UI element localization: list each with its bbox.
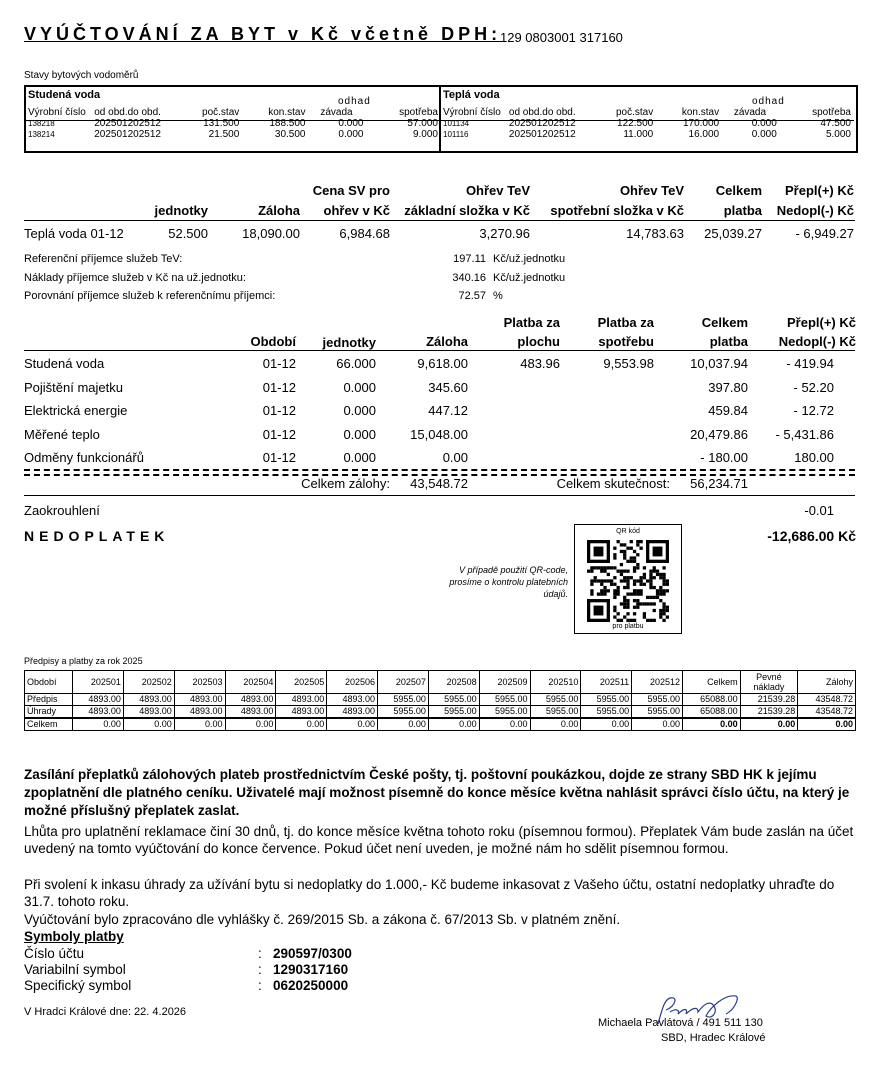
hot-col-header: kon.stav: [681, 107, 720, 118]
predpisy-cell: 4893.00: [276, 694, 327, 706]
predpisy-cell: 5955.00: [581, 694, 632, 706]
qr-note-line-3: údajů.: [543, 589, 568, 599]
cold-cell: 188.500: [269, 118, 306, 129]
predpisy-header-cell: 202506: [327, 671, 378, 694]
predpisy-cell: 0.00: [632, 718, 683, 731]
service-plocha: 483.96: [520, 356, 560, 371]
svc-h-spotreba2: spotřebu: [598, 334, 654, 349]
hot-col-header: poč.stav: [615, 107, 654, 118]
service-obdobi: 01-12: [262, 450, 296, 465]
document-number: 129 0803001 317160: [500, 30, 623, 45]
tev-h-cena2: ohřev v Kč: [323, 203, 390, 218]
hot-col-header: závada: [733, 107, 767, 118]
predpisy-cell: 0.00: [276, 718, 327, 731]
predpisy-cell: 21539.28: [740, 694, 798, 706]
service-spotreba: 9,553.98: [603, 356, 654, 371]
symbol-label-3: Specifický symbol: [24, 978, 132, 993]
svc-h-obdobi: Období: [250, 334, 296, 349]
notes-p3: Vyúčtování bylo zpracováno dle vyhlášky č. 269/2015 Sb. a zákona č. 67/2013 Sb. v platném znění.: [24, 912, 621, 927]
tev-h-jednotky: jednotky: [154, 203, 208, 218]
service-zaloha: 345.60: [428, 379, 468, 395]
service-prepl: 180.00: [794, 450, 834, 465]
total-zalohy-label: Celkem zálohy:: [301, 476, 390, 491]
predpisy-cell: 5955.00: [428, 706, 479, 719]
svc-rule: [24, 350, 855, 351]
hot-water-title: Teplá voda: [443, 89, 500, 101]
predpisy-cell: 0.00: [73, 718, 124, 731]
ref-unit-3: %: [493, 290, 503, 302]
svc-total-rule: [24, 469, 855, 476]
hot-cell: 11.000: [623, 129, 654, 140]
hot-cell: 101116: [443, 130, 469, 139]
qr-code-box: [574, 524, 682, 634]
tev-row-zaloha: 18,090.00: [242, 226, 300, 241]
hot-cell: 0.000: [751, 129, 777, 140]
cold-cell: 30.500: [274, 129, 306, 140]
predpisy-cell: 0.00: [428, 718, 479, 731]
service-name: Pojištění majetku: [24, 379, 123, 395]
tev-h-prepl1: Přepl(+) Kč: [785, 183, 854, 198]
ref-unit-2: Kč/už.jednotku: [493, 272, 566, 284]
predpisy-cell: 0.00: [530, 718, 581, 731]
symbol-colon-3: :: [258, 978, 262, 993]
predpisy-cell: 5955.00: [428, 694, 479, 706]
predpisy-cell: Úhrady: [25, 706, 73, 719]
service-obdobi: 01-12: [262, 426, 296, 442]
service-prepl: - 12.72: [793, 403, 834, 418]
footer-date: V Hradci Králové dne: 22. 4.2026: [24, 1006, 187, 1018]
cold-odhad: odhad: [338, 96, 371, 107]
predpisy-header-cell: Zálohy: [798, 671, 856, 694]
zaokrouhleni-label: Zaokrouhlení: [24, 503, 100, 518]
predpisy-cell: 0.00: [378, 718, 429, 731]
tev-h-celkem2: platba: [723, 203, 762, 218]
tev-h-ohrev2b: spotřební složka v Kč: [550, 203, 684, 218]
predpisy-cell: 0.00: [327, 718, 378, 731]
service-jednotky: 0.000: [343, 450, 376, 465]
ref-value-3: 72.57: [458, 290, 486, 302]
predpisy-table: [24, 670, 856, 731]
notes-p1: Lhůta pro uplatnění reklamace činí 30 dnů, tj. do konce měsíce května tohoto roku (písemnou formou). Přeplatek Vám bude zaslán na účet uvedený na tomto vyúčtování do konce července. Pokud účet není uveden, je možné nám ho sdělit písemnou formou.: [24, 824, 854, 856]
predpisy-cell: 4893.00: [123, 694, 174, 706]
predpisy-header-cell: 202502: [123, 671, 174, 694]
pevne-line-1: Pevné: [756, 672, 782, 682]
footer-signer: Michaela Pavlátová / 491 511 130: [598, 1017, 763, 1029]
predpisy-cell: 4893.00: [327, 706, 378, 719]
predpisy-header-cell: Období: [25, 671, 73, 694]
cold-cell: 138214: [28, 130, 55, 139]
service-zaloha: 9,618.00: [417, 356, 468, 371]
footer-org: SBD, Hradec Králové: [661, 1032, 766, 1044]
service-name: Studená voda: [24, 356, 105, 371]
service-platba: 20,479.86: [690, 426, 748, 442]
predpisy-cell: 0.00: [174, 718, 225, 731]
service-prepl: - 52.20: [793, 379, 834, 395]
meters-caption: Stavy bytových vodoměrů: [24, 70, 139, 81]
hot-col-header: spotřeba: [812, 107, 851, 118]
service-zaloha: 15,048.00: [410, 426, 468, 442]
tev-row-jednotky: 52.500: [168, 226, 208, 241]
ref-label-2: Náklady příjemce služeb v Kč na už.jednotku:: [24, 272, 246, 284]
predpisy-cell: 65088.00: [683, 706, 741, 719]
tev-h-ohrev2a: Ohřev TeV: [619, 183, 684, 198]
predpisy-header-cell: 202510: [530, 671, 581, 694]
cold-water-title: Studená voda: [28, 89, 101, 101]
service-zaloha: 0.00: [442, 450, 468, 465]
hot-odhad: odhad: [752, 96, 785, 107]
predpisy-header-cell: 202501: [73, 671, 124, 694]
cold-col-header: spotřeba: [399, 107, 438, 118]
tev-h-celkem1: Celkem: [715, 183, 762, 198]
hot-col-header: Výrobní číslo: [443, 107, 501, 118]
qr-code-icon: [587, 540, 669, 622]
ref-value-2: 340.16: [452, 272, 486, 284]
hot-cell: 5.000: [825, 129, 851, 140]
tev-row-cena: 6,984.68: [339, 226, 390, 241]
predpisy-caption: Předpisy a platby za rok 2025: [24, 656, 143, 666]
hot-cell: 101134: [443, 119, 470, 128]
predpisy-cell: 4893.00: [174, 694, 225, 706]
symbol-colon-2: :: [258, 962, 262, 977]
cold-cell: 57.000: [407, 118, 438, 129]
cold-row: [26, 118, 440, 129]
qr-note-line-2: prosíme o kontrolu platebních: [449, 577, 568, 587]
predpisy-cell: 5955.00: [530, 706, 581, 719]
service-obdobi: 01-12: [262, 379, 296, 395]
service-platba: - 180.00: [700, 450, 748, 465]
notes-p2: Při svolení k inkasu úhrady za užívání bytu si nedoplatky do 1.000,- Kč budeme inkasovat z Vašeho účtu, ostatní nedoplatky uhraďte do 31.7. tohoto roku.: [24, 877, 835, 909]
symbol-value-3: 0620250000: [273, 978, 349, 993]
service-jednotky: 0.000: [343, 403, 376, 418]
cold-col-header: poč.stav: [202, 107, 240, 118]
predpisy-cell: 4893.00: [123, 706, 174, 719]
hot-row: [441, 118, 853, 129]
summary-rule: [24, 495, 855, 496]
predpisy-cell: 5955.00: [632, 706, 683, 719]
predpisy-header-cell: 202512: [632, 671, 683, 694]
symbol-label-2: Variabilní symbol: [24, 962, 126, 977]
ref-value-1: 197.11: [453, 253, 486, 265]
cold-header-row: [26, 107, 440, 118]
predpisy-cell: 5955.00: [530, 694, 581, 706]
service-obdobi: 01-12: [262, 356, 296, 371]
predpisy-cell: 21539.28: [740, 706, 798, 719]
cold-col-header: závada: [320, 107, 353, 118]
symbol-label-1: Číslo účtu: [24, 946, 85, 961]
predpisy-header-cell: Celkem: [683, 671, 741, 694]
service-name: Odměny funkcionářů: [24, 450, 144, 465]
cold-col-header: od obd.do obd.: [94, 107, 161, 118]
cold-col-header: kon.stav: [268, 107, 306, 118]
symbols-title: Symboly platby: [24, 929, 124, 944]
hot-cell: 16.000: [688, 129, 720, 140]
predpisy-cell: 5955.00: [581, 706, 632, 719]
svc-h-celkem1: Celkem: [701, 315, 748, 330]
service-jednotky: 0.000: [343, 426, 376, 442]
cold-cell: 202501202512: [94, 129, 161, 140]
ref-label-3: Porovnání příjemce služeb k referenčnímu příjemci:: [24, 290, 276, 302]
predpisy-header-cell: 202509: [479, 671, 530, 694]
nedoplatek-value: -12,686.00 Kč: [767, 528, 856, 544]
predpisy-cell: 5955.00: [378, 706, 429, 719]
hot-cell: 47.500: [820, 118, 851, 129]
service-platba: 10,037.94: [690, 356, 748, 371]
hot-cell: 122.500: [617, 118, 654, 129]
predpisy-header-cell: 202511: [581, 671, 632, 694]
hot-col-header: od obd.do obd.: [508, 107, 576, 118]
predpisy-cell: 4893.00: [174, 706, 225, 719]
service-name: Elektrická energie: [24, 403, 128, 418]
total-skutecnost-label: Celkem skutečnost:: [556, 476, 670, 491]
predpisy-header-cell: [740, 671, 798, 694]
cold-cell: 138218: [28, 119, 55, 128]
predpisy-cell: 0.00: [683, 718, 741, 731]
hot-meter-table: [441, 107, 853, 140]
svc-h-zaloha: Záloha: [426, 334, 468, 349]
tev-row-platba: 25,039.27: [704, 226, 762, 241]
cold-cell: 0.000: [338, 118, 364, 129]
cold-cell: 0.000: [338, 129, 364, 140]
predpisy-cell: 4893.00: [73, 706, 124, 719]
predpisy-header-cell: 202504: [225, 671, 276, 694]
predpisy-cell: 0.00: [581, 718, 632, 731]
predpisy-cell: 65088.00: [683, 694, 741, 706]
predpisy-cell: 4893.00: [73, 694, 124, 706]
cold-meter-table: [26, 107, 440, 140]
tev-h-prepl2: Nedopl(-) Kč: [776, 203, 854, 218]
predpisy-cell: 4893.00: [225, 706, 276, 719]
predpisy-cell: 5955.00: [378, 694, 429, 706]
pevne-line-2: náklady: [753, 682, 785, 692]
predpisy-row: [25, 694, 856, 706]
predpisy-cell: 5955.00: [632, 694, 683, 706]
predpisy-cell: 4893.00: [225, 694, 276, 706]
predpisy-cell: 43548.72: [798, 694, 856, 706]
symbol-value-1: 290597/0300: [273, 946, 352, 961]
predpisy-row: [25, 706, 856, 719]
service-prepl: - 419.94: [786, 356, 834, 371]
service-jednotky: 0.000: [343, 379, 376, 395]
qr-note: [400, 564, 568, 600]
tev-row-zakladni: 3,270.96: [479, 226, 530, 241]
predpisy-cell: 5955.00: [479, 694, 530, 706]
cold-col-header: Výrobní číslo: [28, 107, 86, 118]
ref-unit-1: Kč/už.jednotku: [493, 253, 566, 265]
service-platba: 459.84: [708, 403, 748, 418]
svc-h-jednotky: jednotky: [322, 335, 376, 350]
predpisy-cell: 5955.00: [479, 706, 530, 719]
hot-row: [441, 129, 853, 140]
tev-h-ohrev1a: Ohřev TeV: [465, 183, 530, 198]
total-zalohy-value: 43,548.72: [410, 476, 468, 491]
qr-caption-bottom: pro platbu: [612, 623, 644, 630]
predpisy-header-cell: 202508: [428, 671, 479, 694]
service-zaloha: 447.12: [428, 403, 468, 418]
hot-cell: 0.000: [751, 118, 777, 129]
predpisy-header-cell: 202503: [174, 671, 225, 694]
document-title: VYÚČTOVÁNÍ ZA BYT v Kč včetně DPH:: [24, 24, 502, 44]
service-obdobi: 01-12: [262, 403, 296, 418]
predpisy-cell: Celkem: [25, 718, 73, 731]
cold-cell: 131.500: [203, 118, 240, 129]
tev-row-spotrebni: 14,783.63: [626, 226, 684, 241]
qr-caption-top: QR kód: [616, 528, 640, 535]
predpisy-cell: 0.00: [798, 718, 856, 731]
hot-cell: 170.000: [682, 118, 720, 129]
symbol-colon-1: :: [258, 946, 262, 961]
service-prepl: - 5,431.86: [775, 426, 834, 442]
hot-cell: 202501202512: [508, 129, 576, 140]
predpisy-cell: 0.00: [123, 718, 174, 731]
nedoplatek-label: NEDOPLATEK: [24, 528, 170, 544]
predpisy-cell: 0.00: [479, 718, 530, 731]
tev-row-prepl: - 6,949.27: [795, 226, 854, 241]
predpisy-cell: 0.00: [225, 718, 276, 731]
cold-cell: 202501202512: [94, 118, 161, 129]
service-platba: 397.80: [708, 379, 748, 395]
svc-h-celkem2: platba: [709, 334, 748, 349]
service-name: Měřené teplo: [24, 426, 100, 442]
tev-row-label: Teplá voda 01-12: [24, 226, 124, 241]
predpisy-header-cell: 202507: [378, 671, 429, 694]
tev-h-ohrev1b: základní složka v Kč: [404, 203, 530, 218]
hot-cell: 202501202512: [508, 118, 576, 129]
predpisy-cell: 0.00: [740, 718, 798, 731]
tev-h-zaloha: Záloha: [258, 203, 300, 218]
hot-header-row: [441, 107, 853, 118]
svc-h-prepl2: Nedopl(-) Kč: [778, 334, 856, 349]
svc-h-plocha1: Platba za: [503, 315, 560, 330]
svc-h-spotreba1: Platba za: [597, 315, 654, 330]
tev-rule: [24, 220, 855, 221]
symbol-value-2: 1290317160: [273, 962, 349, 977]
cold-row: [26, 129, 440, 140]
qr-note-line-1: V případě použití QR-code,: [458, 565, 568, 575]
notes-bold: Zasílání přeplatků zálohových plateb prostřednictvím České pošty, tj. poštovní poukázkou, dojde ze strany SBD HK k jejímu zpoplatnění dle platného ceníku. Uživatelé mají možnost písemně do konce měsíce května nahlásit správci číslo účtu, na který je možné příslušný přeplatek zaslat.: [24, 767, 850, 818]
cold-cell: 21.500: [208, 129, 240, 140]
predpisy-cell: 43548.72: [798, 706, 856, 719]
svc-h-plocha2: plochu: [517, 334, 560, 349]
total-skutecnost-value: 56,234.71: [690, 476, 748, 491]
cold-cell: 9.000: [412, 129, 438, 140]
ref-label-1: Referenční příjemce služeb TeV:: [24, 253, 183, 265]
predpisy-row: [25, 718, 856, 731]
predpisy-header-cell: 202505: [276, 671, 327, 694]
predpisy-cell: 4893.00: [276, 706, 327, 719]
predpisy-cell: 4893.00: [327, 694, 378, 706]
service-jednotky: 66.000: [336, 356, 376, 371]
predpisy-cell: Předpis: [25, 694, 73, 706]
svc-h-prepl1: Přepl(+) Kč: [787, 315, 856, 330]
zaokrouhleni-value: -0.01: [804, 503, 834, 518]
predpisy-header-row: [25, 671, 856, 694]
tev-h-cena1: Cena SV pro: [312, 183, 390, 198]
